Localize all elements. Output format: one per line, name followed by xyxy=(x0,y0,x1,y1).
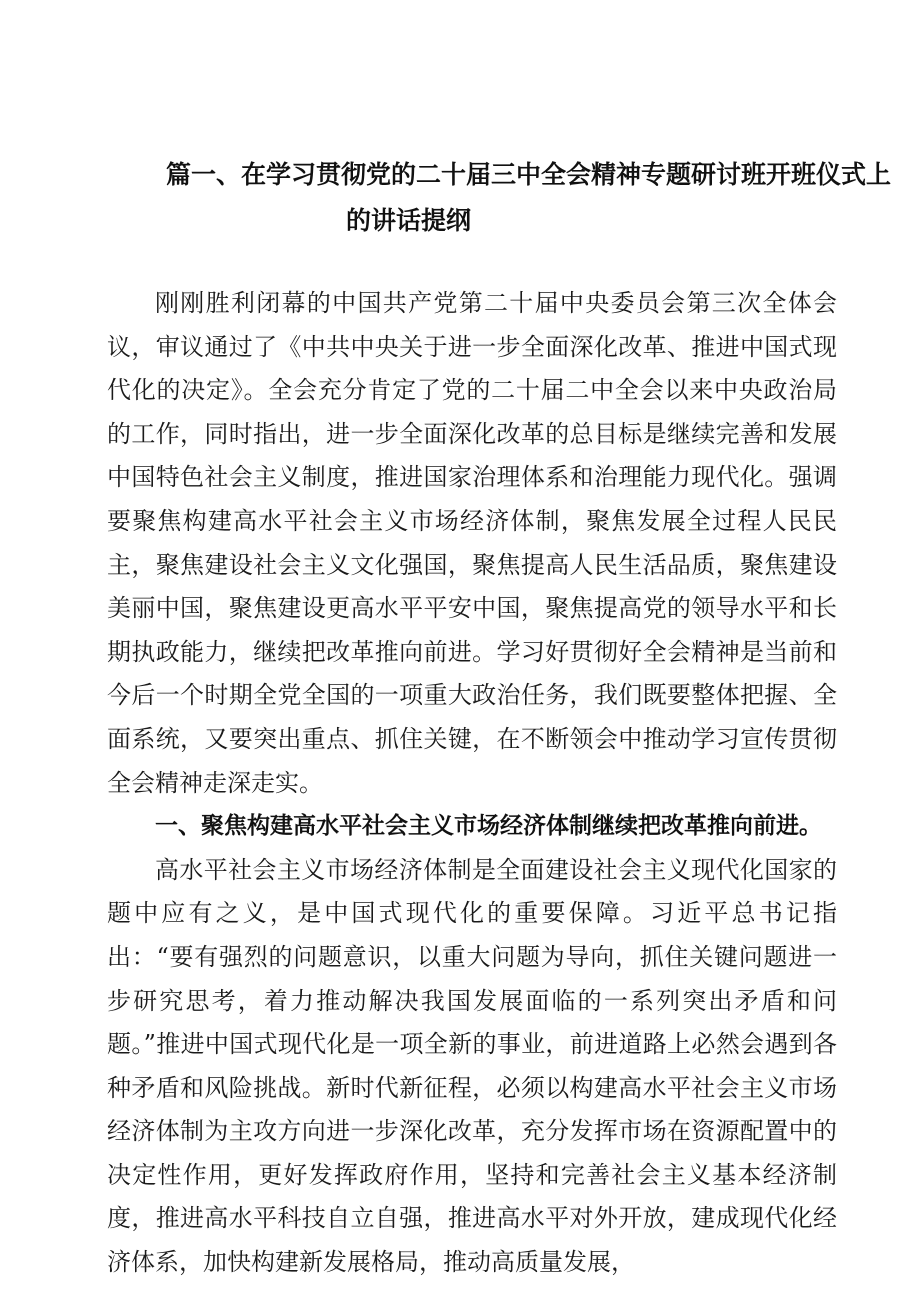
section-1-paragraph: 高水平社会主义市场经济体制是全面建设社会主义现代化国家的题中应有之义，是中国式现代化的重要保障。习近平总书记指出：“要有强烈的问题意识，以重大问题为导向，抓住关键问题进一步研究思考，着力推动解决我国发展面临的一系列突出矛盾和问题。”推进中国式现代化是一项全新的事业，前进道路上必然会遇到各种矛盾和风险挑战。新时代新征程，必须以构建高水平社会主义市场经济体制为主攻方向进一步深化改革，充分发挥市场在资源配置中的决定性作用，更好发挥政府作用，坚持和完善社会主义基本经济制度，推进高水平科技自立自强，推进高水平对外开放，建成现代化经济体系，加快构建新发展格局，推动高质量发展， xyxy=(107,855,837,1277)
document-title-line-1: 篇一、在学习贯彻党的二十届三中全会精神专题研讨班开班仪式上 xyxy=(166,160,892,189)
document-title xyxy=(108,152,892,244)
document-title-line-2: 的讲话提纲 xyxy=(346,206,472,235)
document-body xyxy=(107,282,837,1285)
section-1-heading: 一、聚焦构建高水平社会主义市场经济体制继续把改革推向前进。 xyxy=(155,813,822,840)
intro-paragraph: 刚刚胜利闭幕的中国共产党第二十届中央委员会第三次全体会议，审议通过了《中共中央关于进一步全面深化改革、推进中国式现代化的决定》。全会充分肯定了党的二十届二中全会以来中央政治局的工作，同时指出，进一步全面深化改革的总目标是继续完善和发展中国特色社会主义制度，推进国家治理体系和治理能力现代化。强调要聚焦构建高水平社会主义市场经济体制，聚焦发展全过程人民民主，聚焦建设社会主义文化强国，聚焦提高人民生活品质，聚焦建设美丽中国，聚焦建设更高水平平安中国，聚焦提高党的领导水平和长期执政能力，继续把改革推向前进。学习好贯彻好全会精神是当前和今后一个时期全党全国的一项重大政治任务，我们既要整体把握、全面系统，又要突出重点、抓住关键，在不断领会中推动学习宣传贯彻全会精神走深走实。 xyxy=(107,289,837,797)
